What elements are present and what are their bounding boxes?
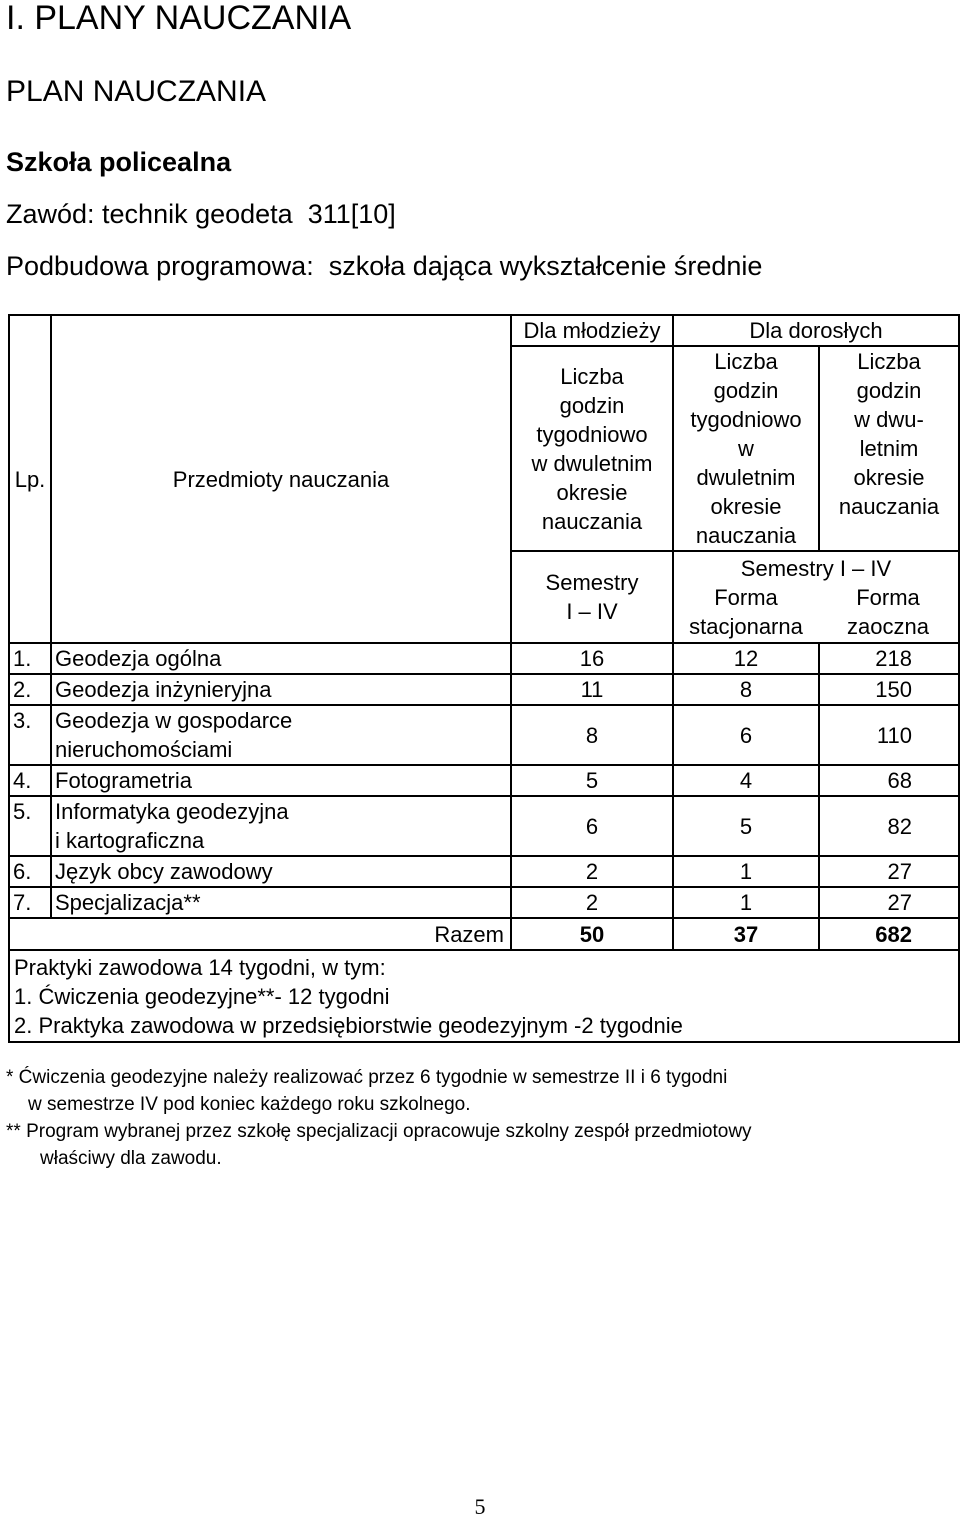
extramural-hours-value: 68: [819, 765, 959, 796]
school-type: Szkoła policealna: [6, 147, 232, 177]
practice-line-3: 2. Praktyka zawodowa w przedsiębiorstwie geodezyjnym -2 tygodnie: [14, 1012, 683, 1038]
adult-total-header: [819, 346, 959, 551]
subject-name: [51, 796, 511, 856]
adult-weekly-l1: Liczba: [714, 349, 778, 374]
form-extramural-l2: zaoczna: [847, 613, 929, 639]
extramural-hours-value: 218: [819, 643, 959, 674]
stationary-hours-value: 5: [673, 796, 819, 856]
youth-hours-value: 2: [511, 887, 673, 918]
subject-name: [51, 705, 511, 765]
row-number: 7.: [9, 887, 51, 918]
basis-line: Podbudowa programowa: szkoła dająca wykształcenie średnie: [6, 251, 763, 281]
stationary-hours-value: 6: [673, 705, 819, 765]
youth-hours-l2: godzin: [559, 392, 625, 418]
total-extramural-value: 682: [819, 918, 959, 950]
row-number: 6.: [9, 856, 51, 887]
youth-hours-value: 16: [511, 643, 673, 674]
extramural-hours-value: 150: [819, 674, 959, 705]
extramural-hours-value: 110: [819, 705, 959, 765]
form-stationary-l2: stacjonarna: [689, 613, 803, 639]
youth-semesters-l1: Semestry: [545, 570, 639, 595]
footnote-2: [6, 1118, 956, 1172]
table-row: [9, 674, 959, 705]
subject-name: Język obcy zawodowy: [51, 856, 511, 887]
practice-row: [9, 950, 959, 1042]
table-row: [9, 796, 959, 856]
youth-hours-value: 8: [511, 705, 673, 765]
practice-cell: [9, 950, 959, 1042]
youth-hours-l6: nauczania: [541, 508, 643, 534]
subject-name: Specjalizacja**: [51, 887, 511, 918]
stationary-hours-value: 1: [673, 856, 819, 887]
youth-semesters-l2: I – IV: [566, 599, 618, 624]
subject-name: Geodezja inżynieryjna: [51, 674, 511, 705]
form-extramural-header: [818, 583, 958, 641]
teaching-plan-table: [8, 314, 960, 1043]
adult-total-l4: letnim: [859, 436, 919, 461]
table-row: [9, 765, 959, 796]
youth-hours-value: 5: [511, 765, 673, 796]
row-number: 1.: [9, 643, 51, 674]
youth-group-header: Dla młodzieży: [511, 315, 673, 346]
adult-total-l3: w dwu-: [854, 407, 924, 432]
total-row: [9, 918, 959, 950]
adult-total-l6: nauczania: [838, 494, 940, 519]
youth-hours-l3: tygodniowo: [536, 421, 648, 447]
total-stationary-value: 37: [673, 918, 819, 950]
subject-name-l1: Geodezja w gospodarce: [55, 708, 293, 733]
form-extramural-l1: Forma: [856, 584, 920, 610]
table-row: [9, 643, 959, 674]
table-row: [9, 856, 959, 887]
adult-weekly-l2: godzin: [713, 378, 779, 403]
youth-hours-header: [511, 346, 673, 551]
stationary-hours-value: 1: [673, 887, 819, 918]
page-number: 5: [474, 1494, 486, 1519]
adult-semesters-label: Semestry I – IV: [740, 555, 892, 581]
adult-total-l2: godzin: [856, 378, 922, 403]
youth-hours-l5: okresie: [556, 479, 628, 505]
section-heading: I. PLANY NAUCZANIA: [6, 0, 352, 37]
adult-weekly-l4: w: [738, 436, 754, 461]
table-row: [9, 705, 959, 765]
subject-name-l2: nieruchomościami: [55, 737, 233, 762]
stationary-hours-value: 4: [673, 765, 819, 796]
form-stationary-header: [674, 583, 818, 641]
adult-weekly-header: [673, 346, 819, 551]
adult-semesters-header: [673, 551, 959, 643]
adult-weekly-l5: dwuletnim: [696, 465, 796, 490]
subject-name-l2: i kartograficzna: [55, 828, 205, 853]
adult-weekly-l7: nauczania: [695, 523, 797, 548]
total-youth-value: 50: [511, 918, 673, 950]
subjects-header: Przedmioty nauczania: [51, 315, 511, 643]
footnote-1: [6, 1064, 956, 1118]
form-stationary-l1: Forma: [714, 584, 778, 610]
youth-hours-l1: Liczba: [560, 363, 624, 389]
practice-line-1: Praktyki zawodowa 14 tygodni, w tym:: [14, 954, 386, 980]
extramural-hours-value: 82: [819, 796, 959, 856]
adult-weekly-l6: okresie: [710, 494, 782, 519]
footnote-2-line-2: właściwy dla zawodu.: [40, 1148, 222, 1169]
footnote-1-line-1: * Ćwiczenia geodezyjne należy realizować przez 6 tygodnie w semestrze II i 6 tygodni: [6, 1067, 728, 1088]
adult-total-l1: Liczba: [857, 349, 921, 374]
row-number: 5.: [9, 796, 51, 856]
profession-line: Zawód: technik geodeta 311[10]: [6, 199, 396, 229]
youth-hours-l4: w dwuletnim: [531, 450, 653, 476]
adults-group-header: Dla dorosłych: [673, 315, 959, 346]
row-number: 3.: [9, 705, 51, 765]
stationary-hours-value: 8: [673, 674, 819, 705]
lp-header: Lp.: [9, 315, 51, 643]
subject-name-l1: Informatyka geodezyjna: [55, 799, 289, 824]
row-number: 4.: [9, 765, 51, 796]
youth-hours-value: 6: [511, 796, 673, 856]
adult-total-l5: okresie: [853, 465, 925, 490]
adult-weekly-l3: tygodniowo: [690, 407, 802, 432]
stationary-hours-value: 12: [673, 643, 819, 674]
total-label: Razem: [9, 918, 511, 950]
youth-hours-value: 2: [511, 856, 673, 887]
row-number: 2.: [9, 674, 51, 705]
extramural-hours-value: 27: [819, 887, 959, 918]
footnote-2-line-1: ** Program wybranej przez szkołę specjalizacji opracowuje szkolny zespół przedmiotowy: [6, 1121, 752, 1142]
practice-line-2: 1. Ćwiczenia geodezyjne**- 12 tygodni: [14, 983, 390, 1009]
plan-title: PLAN NAUCZANIA: [6, 75, 267, 108]
extramural-hours-value: 27: [819, 856, 959, 887]
footnote-1-line-2: w semestrze IV pod koniec każdego roku szkolnego.: [28, 1094, 471, 1115]
subject-name: Geodezja ogólna: [51, 643, 511, 674]
youth-hours-value: 11: [511, 674, 673, 705]
youth-semesters-header: [511, 551, 673, 643]
table-row: [9, 887, 959, 918]
subject-name: Fotogrametria: [51, 765, 511, 796]
